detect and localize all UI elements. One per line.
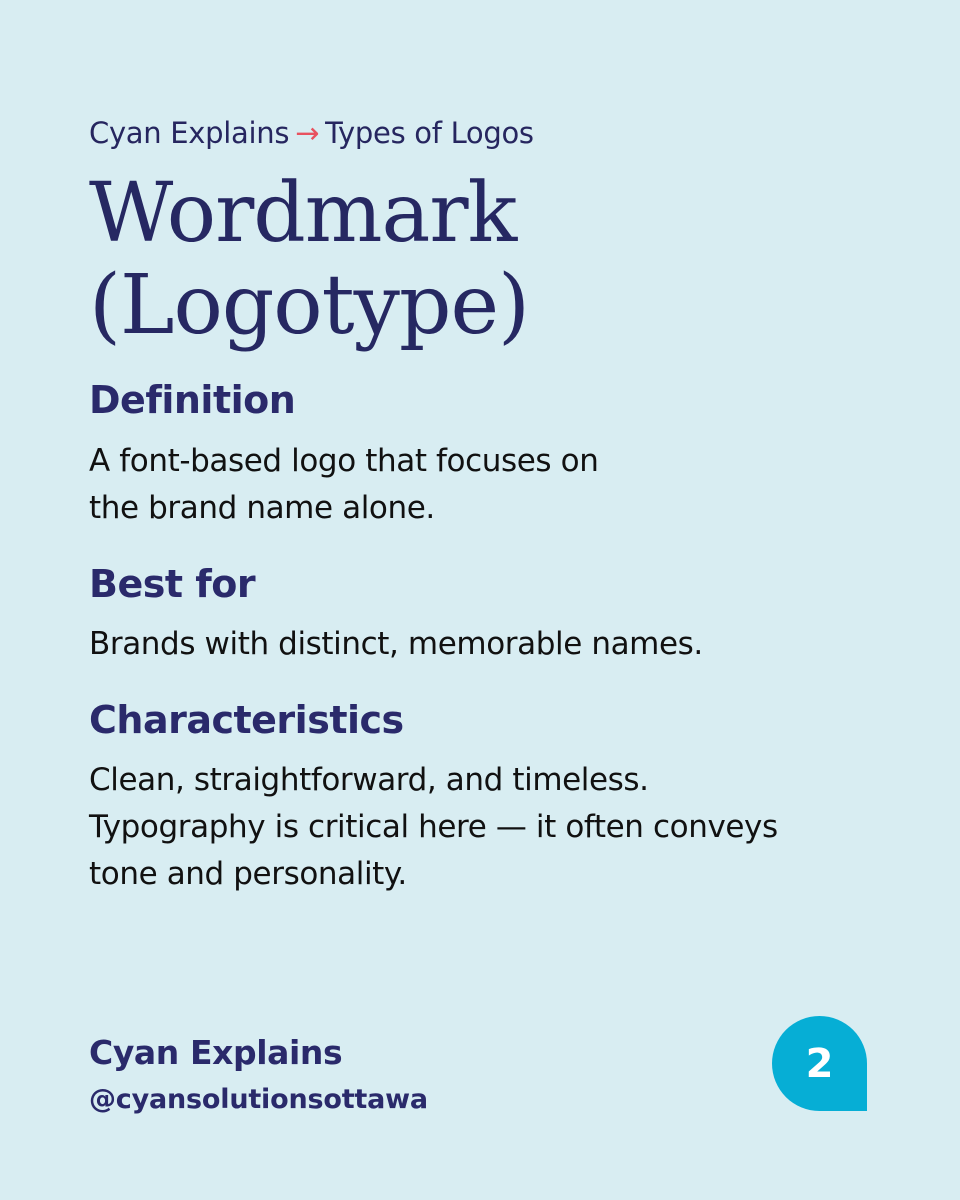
definition-heading: Definition [89, 378, 296, 422]
breadcrumb [89, 116, 534, 150]
definition-text [89, 438, 598, 532]
footer-handle: @cyansolutionsottawa [89, 1084, 428, 1115]
definition-line: the brand name alone. [89, 490, 435, 526]
definition-line: A font-based logo that focuses on [89, 443, 599, 479]
page-title [89, 168, 529, 352]
page-title-line-2: (Logotype) [89, 258, 529, 353]
characteristics-text [89, 757, 778, 898]
best-for-line: Brands with distinct, memorable names. [89, 626, 703, 662]
footer-brand: Cyan Explains [89, 1033, 343, 1072]
best-for-heading: Best for [89, 562, 256, 606]
best-for-text [89, 621, 703, 668]
arrow-right-icon: → [295, 116, 320, 150]
characteristics-line: Typography is critical here — it often conveys [89, 809, 778, 845]
characteristics-line: Clean, straightforward, and timeless. [89, 762, 649, 798]
breadcrumb-topic: Types of Logos [325, 116, 534, 150]
characteristics-heading: Characteristics [89, 698, 404, 742]
page-number-badge [772, 1016, 867, 1111]
characteristics-line: tone and personality. [89, 856, 407, 892]
page-number: 2 [805, 1040, 834, 1087]
breadcrumb-series: Cyan Explains [89, 116, 290, 150]
page-title-line-1: Wordmark [89, 166, 517, 261]
